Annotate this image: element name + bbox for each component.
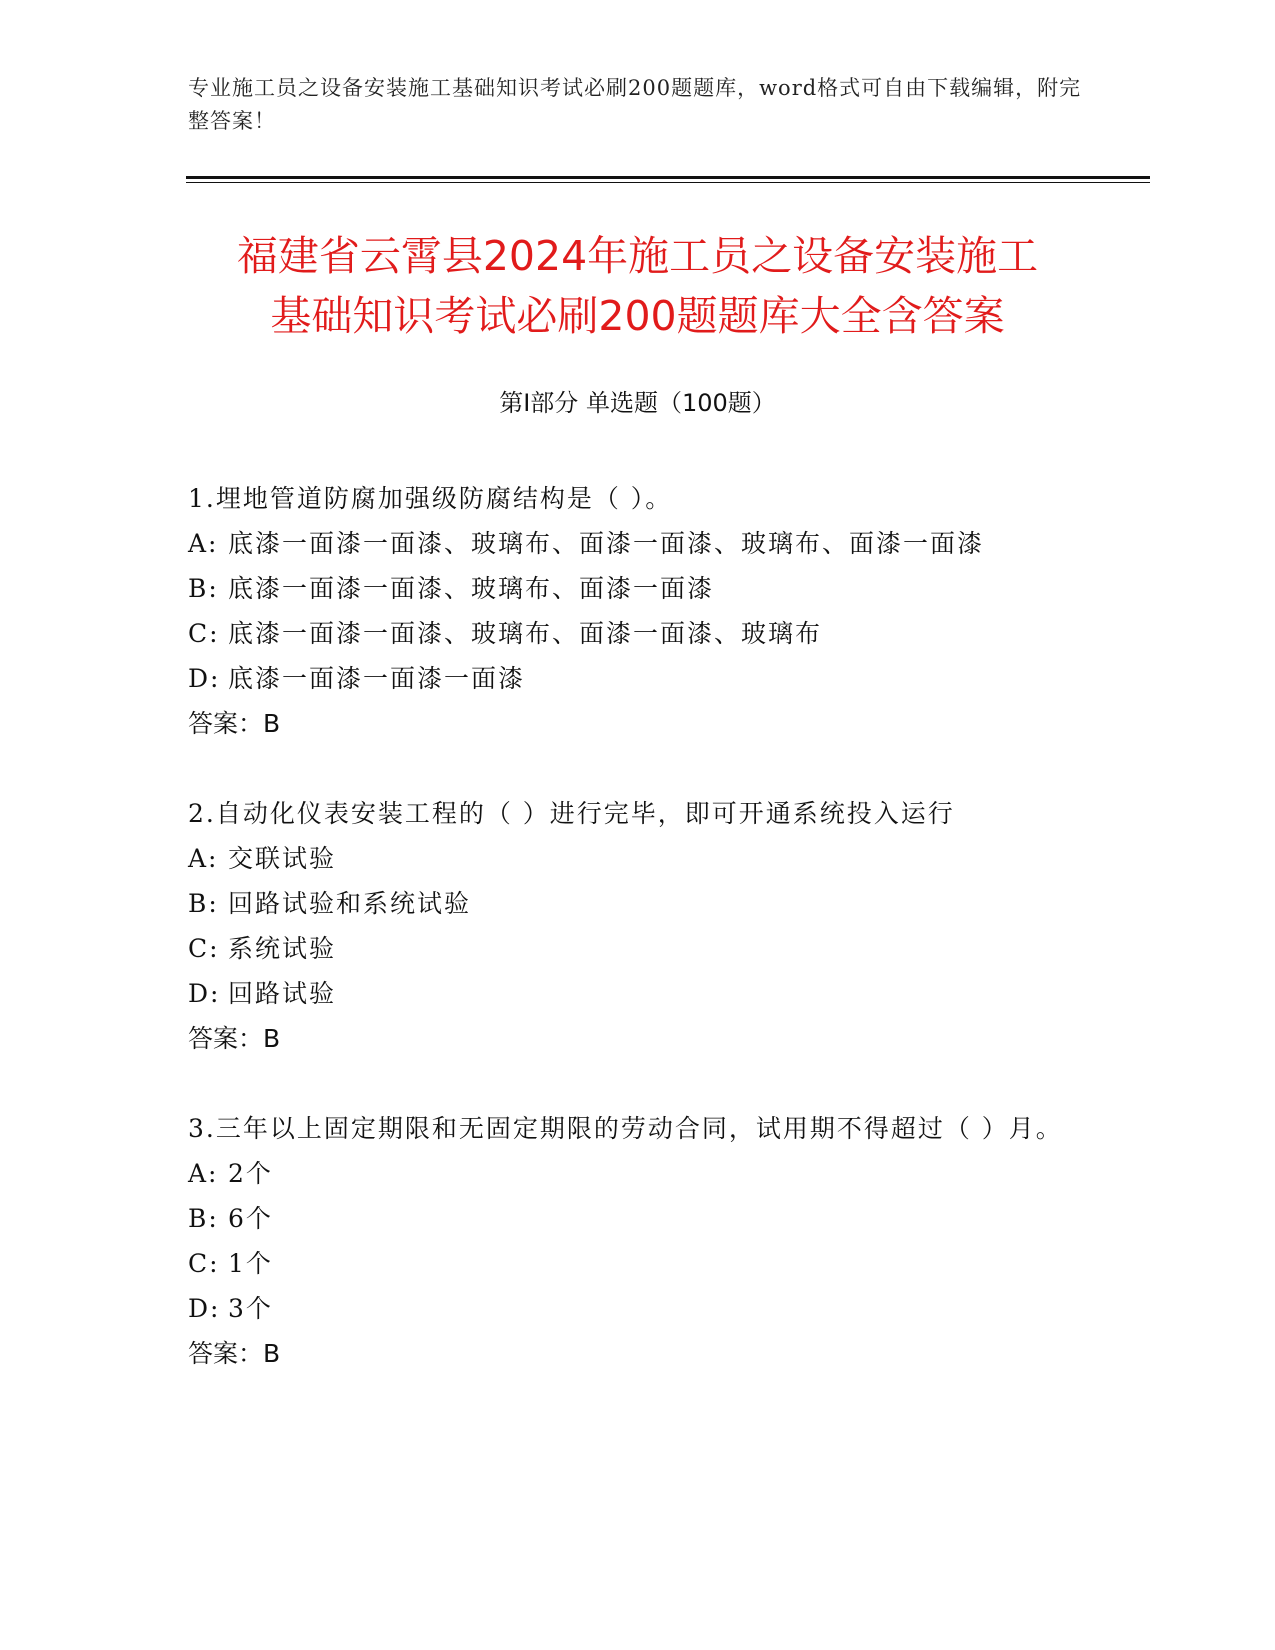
option-letter: D:	[188, 664, 221, 693]
question-stem: 1.埋地管道防腐加强级防腐结构是（ ）。	[188, 484, 673, 513]
option-letter: B:	[188, 889, 219, 918]
title-line-2: 基础知识考试必刷200题题库大全含答案	[270, 292, 1005, 340]
answer-line: 答案：B	[188, 1024, 281, 1053]
header-rule-thin	[186, 182, 1150, 183]
question-2	[188, 791, 1068, 1061]
option-a	[188, 521, 1068, 566]
option-letter: C:	[188, 1249, 220, 1278]
option-text: 交联试验	[228, 844, 337, 873]
option-text: 底漆一面漆一面漆一面漆	[228, 664, 526, 693]
option-letter: D:	[188, 979, 221, 1008]
option-letter: C:	[188, 934, 220, 963]
option-letter: A:	[188, 529, 219, 558]
question-list	[188, 476, 1068, 1421]
option-text: 6个	[228, 1204, 273, 1233]
option-c	[188, 611, 1068, 656]
section-title: 第Ⅰ部分 单选题（100题）	[499, 389, 776, 417]
option-letter: B:	[188, 1204, 219, 1233]
option-a	[188, 836, 1068, 881]
option-letter: C:	[188, 619, 220, 648]
option-b	[188, 881, 1068, 926]
header-note: 专业施工员之设备安装施工基础知识考试必刷200题题库，word格式可自由下载编辑，附完整答案！	[188, 76, 1082, 133]
option-b	[188, 566, 1068, 611]
option-b	[188, 1196, 1068, 1241]
option-a	[188, 1151, 1068, 1196]
option-text: 系统试验	[228, 934, 337, 963]
option-text: 底漆一面漆一面漆、玻璃布、面漆一面漆、玻璃布、面漆一面漆	[228, 529, 985, 558]
option-d	[188, 1286, 1068, 1331]
question-stem: 3.三年以上固定期限和无固定期限的劳动合同，试用期不得超过（ ）月。	[188, 1114, 1063, 1143]
option-text: 2个	[228, 1159, 273, 1188]
option-text: 底漆一面漆一面漆、玻璃布、面漆一面漆、玻璃布	[228, 619, 823, 648]
question-stem: 2.自动化仪表安装工程的（ ）进行完毕，即可开通系统投入运行	[188, 799, 955, 828]
title-line-1: 福建省云霄县2024年施工员之设备安装施工	[236, 232, 1039, 280]
option-c	[188, 1241, 1068, 1286]
header-rule-thick	[186, 176, 1150, 179]
option-text: 底漆一面漆一面漆、玻璃布、面漆一面漆	[228, 574, 715, 603]
option-letter: A:	[188, 1159, 219, 1188]
option-text: 1个	[228, 1249, 273, 1278]
option-d	[188, 971, 1068, 1016]
option-text: 3个	[228, 1294, 273, 1323]
question-1	[188, 476, 1068, 746]
document-title	[150, 226, 1125, 346]
answer-line: 答案：B	[188, 1339, 281, 1368]
option-c	[188, 926, 1068, 971]
option-letter: D:	[188, 1294, 221, 1323]
question-3	[188, 1106, 1068, 1376]
option-text: 回路试验	[228, 979, 337, 1008]
option-letter: B:	[188, 574, 219, 603]
option-letter: A:	[188, 844, 219, 873]
option-text: 回路试验和系统试验	[228, 889, 472, 918]
option-d	[188, 656, 1068, 701]
answer-line: 答案：B	[188, 709, 281, 738]
